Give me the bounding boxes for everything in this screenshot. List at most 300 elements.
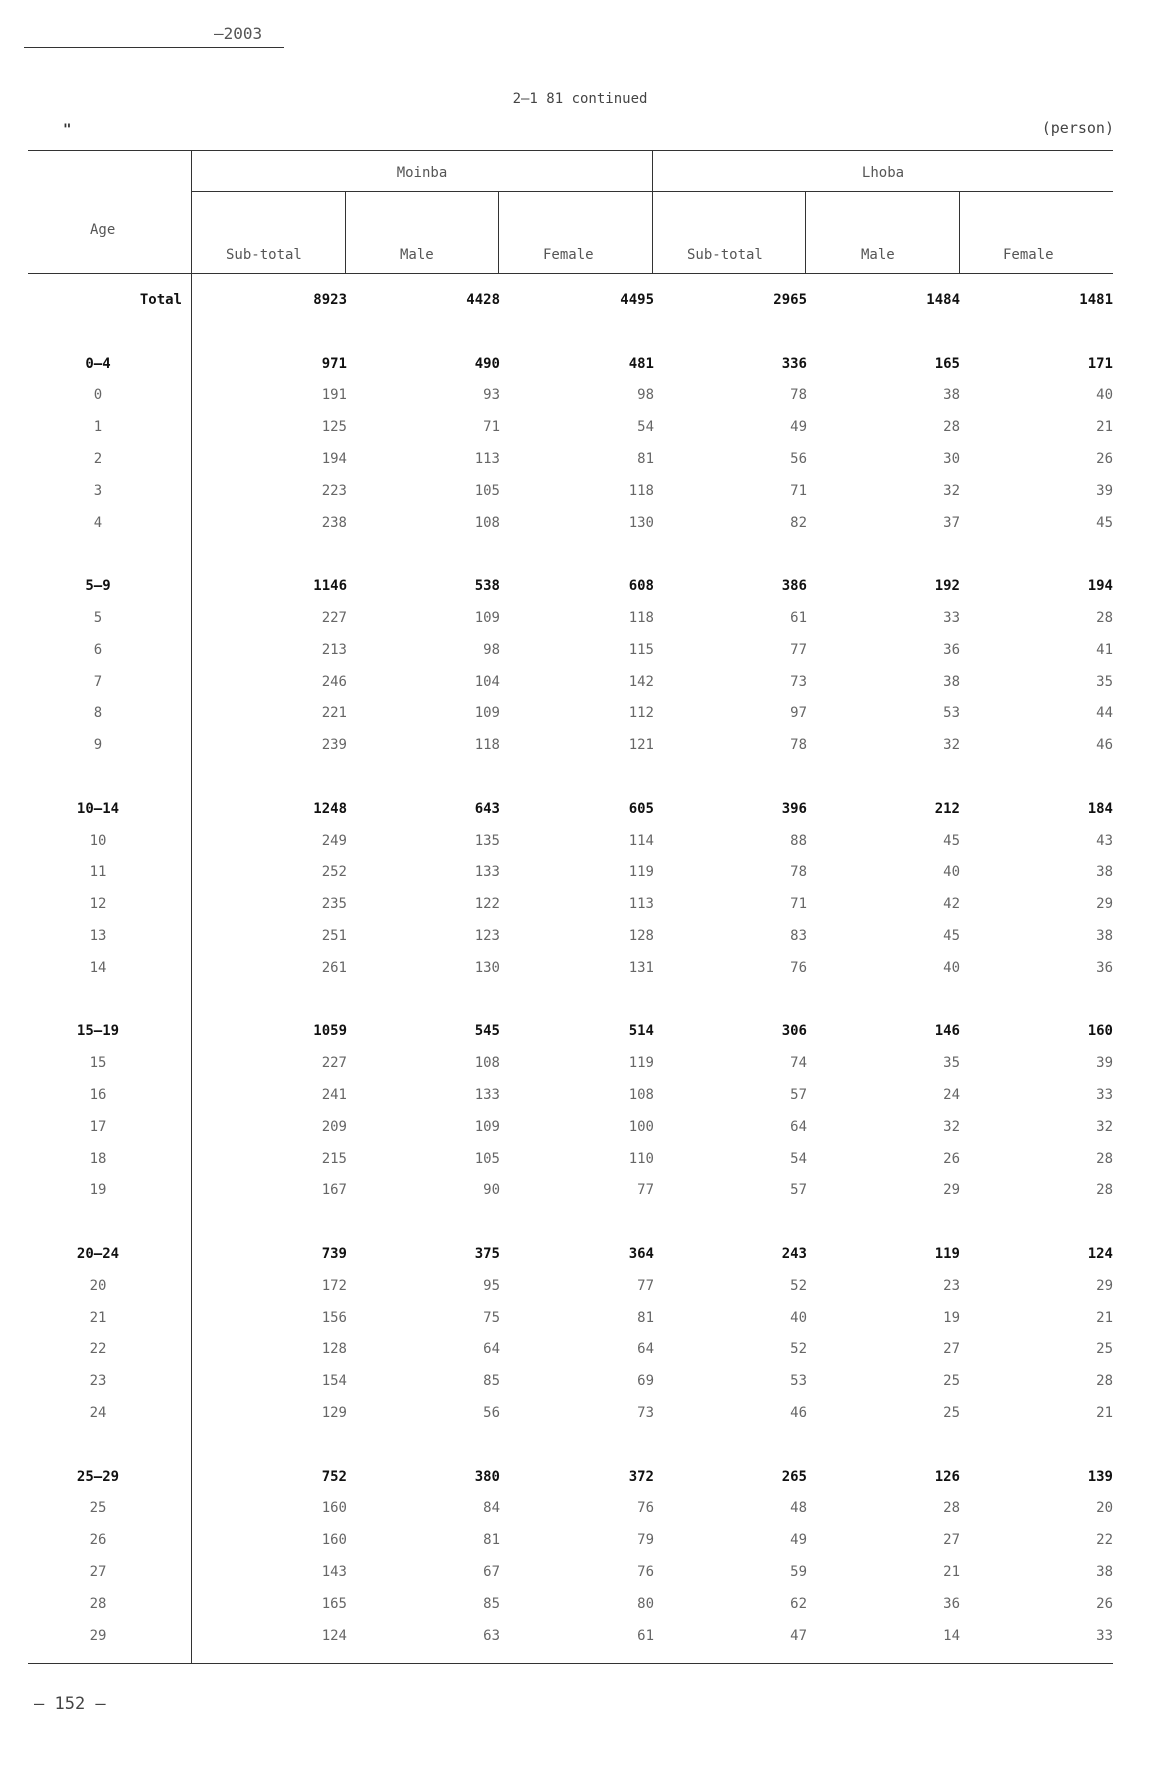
value-cell: 227 xyxy=(321,610,347,626)
value-cell: 154 xyxy=(321,1373,347,1389)
value-cell: 19 xyxy=(943,1310,960,1326)
value-cell: 246 xyxy=(321,674,347,690)
age-cell: 15 xyxy=(89,1055,107,1071)
subcol-divider xyxy=(959,191,960,273)
value-cell: 605 xyxy=(628,801,654,817)
value-cell: 61 xyxy=(637,1628,654,1644)
value-cell: 49 xyxy=(790,419,807,435)
subcol-divider xyxy=(498,191,499,273)
subcol-header: Sub-total xyxy=(226,247,302,263)
age-cell: 24 xyxy=(89,1405,107,1421)
age-cell: 19 xyxy=(89,1182,107,1198)
value-cell: 118 xyxy=(628,610,654,626)
table-row xyxy=(28,928,1113,952)
value-cell: 73 xyxy=(637,1405,654,1421)
table-row xyxy=(28,1087,1113,1111)
group-header-moinba: Moinba xyxy=(396,165,448,181)
value-cell: 109 xyxy=(474,705,500,721)
value-cell: 37 xyxy=(943,515,960,531)
year-header: —2003 xyxy=(214,24,263,43)
value-cell: 105 xyxy=(474,483,500,499)
value-cell: 112 xyxy=(628,705,654,721)
value-cell: 235 xyxy=(321,896,347,912)
value-cell: 119 xyxy=(628,864,654,880)
value-cell: 59 xyxy=(790,1564,807,1580)
value-cell: 133 xyxy=(474,1087,500,1103)
value-cell: 40 xyxy=(1096,387,1113,403)
age-cell: 22 xyxy=(89,1341,107,1357)
value-cell: 41 xyxy=(1096,642,1113,658)
value-cell: 26 xyxy=(1096,451,1113,467)
value-cell: 46 xyxy=(1096,737,1113,753)
value-cell: 77 xyxy=(790,642,807,658)
table-row xyxy=(28,1055,1113,1079)
age-group-row xyxy=(28,578,1113,602)
age-cell: 20 xyxy=(89,1278,107,1294)
value-cell: 69 xyxy=(637,1373,654,1389)
value-cell: 167 xyxy=(321,1182,347,1198)
value-cell: 14 xyxy=(943,1628,960,1644)
value-cell: 28 xyxy=(1096,1151,1113,1167)
value-cell: 38 xyxy=(1096,928,1113,944)
value-cell: 251 xyxy=(321,928,347,944)
value-cell: 75 xyxy=(483,1310,500,1326)
value-cell: 28 xyxy=(943,419,960,435)
value-cell: 45 xyxy=(943,928,960,944)
age-cell: 6 xyxy=(93,642,103,658)
age-cell: 17 xyxy=(89,1119,107,1135)
value-cell: 194 xyxy=(321,451,347,467)
value-cell: 1484 xyxy=(926,292,960,308)
value-cell: 56 xyxy=(483,1405,500,1421)
value-cell: 172 xyxy=(321,1278,347,1294)
value-cell: 36 xyxy=(943,1596,960,1612)
value-cell: 1248 xyxy=(313,801,347,817)
value-cell: 108 xyxy=(474,1055,500,1071)
value-cell: 80 xyxy=(637,1596,654,1612)
age-cell: Total xyxy=(139,292,182,308)
value-cell: 64 xyxy=(637,1341,654,1357)
value-cell: 8923 xyxy=(313,292,347,308)
value-cell: 25 xyxy=(1096,1341,1113,1357)
value-cell: 40 xyxy=(943,864,960,880)
value-cell: 21 xyxy=(943,1564,960,1580)
value-cell: 84 xyxy=(483,1500,500,1516)
value-cell: 52 xyxy=(790,1278,807,1294)
value-cell: 98 xyxy=(637,387,654,403)
value-cell: 396 xyxy=(781,801,807,817)
value-cell: 40 xyxy=(943,960,960,976)
value-cell: 109 xyxy=(474,610,500,626)
age-cell: 14 xyxy=(89,960,107,976)
age-group-row xyxy=(28,356,1113,380)
value-cell: 93 xyxy=(483,387,500,403)
age-cell: 26 xyxy=(89,1532,107,1548)
value-cell: 212 xyxy=(934,801,960,817)
value-cell: 121 xyxy=(628,737,654,753)
value-cell: 38 xyxy=(1096,1564,1113,1580)
value-cell: 28 xyxy=(943,1500,960,1516)
age-cell: 2 xyxy=(93,451,103,467)
value-cell: 209 xyxy=(321,1119,347,1135)
value-cell: 538 xyxy=(474,578,500,594)
value-cell: 160 xyxy=(321,1500,347,1516)
age-cell: 18 xyxy=(89,1151,107,1167)
value-cell: 67 xyxy=(483,1564,500,1580)
left-mark: " xyxy=(63,122,72,138)
table-row xyxy=(28,1628,1113,1652)
value-cell: 160 xyxy=(1087,1023,1113,1039)
value-cell: 227 xyxy=(321,1055,347,1071)
value-cell: 29 xyxy=(943,1182,960,1198)
value-cell: 45 xyxy=(1096,515,1113,531)
value-cell: 28 xyxy=(1096,1373,1113,1389)
value-cell: 85 xyxy=(483,1596,500,1612)
value-cell: 26 xyxy=(1096,1596,1113,1612)
value-cell: 54 xyxy=(637,419,654,435)
subcol-header: Female xyxy=(543,247,594,263)
value-cell: 191 xyxy=(321,387,347,403)
age-cell: 8 xyxy=(93,705,103,721)
table-row xyxy=(28,1151,1113,1175)
value-cell: 27 xyxy=(943,1341,960,1357)
value-cell: 215 xyxy=(321,1151,347,1167)
total-row xyxy=(28,292,1113,316)
value-cell: 81 xyxy=(637,1310,654,1326)
value-cell: 108 xyxy=(628,1087,654,1103)
value-cell: 90 xyxy=(483,1182,500,1198)
value-cell: 32 xyxy=(943,483,960,499)
value-cell: 118 xyxy=(474,737,500,753)
value-cell: 184 xyxy=(1087,801,1113,817)
value-cell: 241 xyxy=(321,1087,347,1103)
value-cell: 49 xyxy=(790,1532,807,1548)
value-cell: 27 xyxy=(943,1532,960,1548)
value-cell: 125 xyxy=(321,419,347,435)
value-cell: 123 xyxy=(474,928,500,944)
value-cell: 105 xyxy=(474,1151,500,1167)
table-row xyxy=(28,387,1113,411)
value-cell: 146 xyxy=(934,1023,960,1039)
value-cell: 32 xyxy=(943,1119,960,1135)
value-cell: 53 xyxy=(943,705,960,721)
value-cell: 52 xyxy=(790,1341,807,1357)
age-cell: 12 xyxy=(89,896,107,912)
age-cell: 10 xyxy=(89,833,107,849)
age-cell: 7 xyxy=(93,674,103,690)
value-cell: 739 xyxy=(321,1246,347,1262)
value-cell: 81 xyxy=(483,1532,500,1548)
value-cell: 78 xyxy=(790,737,807,753)
value-cell: 64 xyxy=(790,1119,807,1135)
value-cell: 62 xyxy=(790,1596,807,1612)
age-cell: 5—9 xyxy=(85,578,111,594)
value-cell: 131 xyxy=(628,960,654,976)
age-cell: 28 xyxy=(89,1596,107,1612)
age-cell: 29 xyxy=(89,1628,107,1644)
value-cell: 128 xyxy=(628,928,654,944)
value-cell: 45 xyxy=(943,833,960,849)
value-cell: 32 xyxy=(943,737,960,753)
age-cell: 5 xyxy=(93,610,103,626)
value-cell: 139 xyxy=(1087,1469,1113,1485)
age-cell: 23 xyxy=(89,1373,107,1389)
age-cell: 4 xyxy=(93,515,103,531)
value-cell: 306 xyxy=(781,1023,807,1039)
table-row xyxy=(28,1532,1113,1556)
value-cell: 82 xyxy=(790,515,807,531)
age-cell: 27 xyxy=(89,1564,107,1580)
table-row xyxy=(28,451,1113,475)
value-cell: 156 xyxy=(321,1310,347,1326)
value-cell: 608 xyxy=(628,578,654,594)
value-cell: 386 xyxy=(781,578,807,594)
value-cell: 28 xyxy=(1096,610,1113,626)
value-cell: 39 xyxy=(1096,1055,1113,1071)
value-cell: 85 xyxy=(483,1373,500,1389)
value-cell: 490 xyxy=(474,356,500,372)
table-row xyxy=(28,515,1113,539)
age-cell: 9 xyxy=(93,737,103,753)
value-cell: 122 xyxy=(474,896,500,912)
value-cell: 113 xyxy=(628,896,654,912)
value-cell: 44 xyxy=(1096,705,1113,721)
value-cell: 47 xyxy=(790,1628,807,1644)
value-cell: 4495 xyxy=(620,292,654,308)
value-cell: 143 xyxy=(321,1564,347,1580)
value-cell: 165 xyxy=(934,356,960,372)
value-cell: 192 xyxy=(934,578,960,594)
value-cell: 243 xyxy=(781,1246,807,1262)
value-cell: 29 xyxy=(1096,1278,1113,1294)
value-cell: 83 xyxy=(790,928,807,944)
table-row xyxy=(28,864,1113,888)
value-cell: 24 xyxy=(943,1087,960,1103)
subcol-divider xyxy=(805,191,806,273)
age-group-row xyxy=(28,1469,1113,1493)
value-cell: 77 xyxy=(637,1182,654,1198)
value-cell: 38 xyxy=(943,674,960,690)
value-cell: 514 xyxy=(628,1023,654,1039)
value-cell: 36 xyxy=(1096,960,1113,976)
table-row xyxy=(28,833,1113,857)
value-cell: 78 xyxy=(790,864,807,880)
value-cell: 25 xyxy=(943,1405,960,1421)
value-cell: 78 xyxy=(790,387,807,403)
value-cell: 130 xyxy=(628,515,654,531)
value-cell: 53 xyxy=(790,1373,807,1389)
value-cell: 21 xyxy=(1096,1310,1113,1326)
table-row xyxy=(28,1564,1113,1588)
value-cell: 71 xyxy=(790,483,807,499)
value-cell: 135 xyxy=(474,833,500,849)
age-cell: 11 xyxy=(89,864,107,880)
value-cell: 129 xyxy=(321,1405,347,1421)
value-cell: 119 xyxy=(934,1246,960,1262)
page-number: — 152 — xyxy=(34,1694,106,1714)
value-cell: 124 xyxy=(1087,1246,1113,1262)
value-cell: 124 xyxy=(321,1628,347,1644)
age-header: Age xyxy=(90,222,116,238)
table-row xyxy=(28,1405,1113,1429)
value-cell: 223 xyxy=(321,483,347,499)
table-row xyxy=(28,737,1113,761)
value-cell: 57 xyxy=(790,1087,807,1103)
value-cell: 4428 xyxy=(466,292,500,308)
value-cell: 109 xyxy=(474,1119,500,1135)
header-rule xyxy=(24,47,284,48)
value-cell: 100 xyxy=(628,1119,654,1135)
value-cell: 249 xyxy=(321,833,347,849)
value-cell: 32 xyxy=(1096,1119,1113,1135)
age-cell: 1 xyxy=(93,419,103,435)
value-cell: 364 xyxy=(628,1246,654,1262)
value-cell: 36 xyxy=(943,642,960,658)
subcol-header: Sub-total xyxy=(687,247,763,263)
value-cell: 22 xyxy=(1096,1532,1113,1548)
value-cell: 25 xyxy=(943,1373,960,1389)
age-group-row xyxy=(28,801,1113,825)
age-cell: 25 xyxy=(89,1500,107,1516)
age-cell: 13 xyxy=(89,928,107,944)
table-row xyxy=(28,483,1113,507)
value-cell: 38 xyxy=(1096,864,1113,880)
value-cell: 63 xyxy=(483,1628,500,1644)
table-row xyxy=(28,705,1113,729)
age-cell: 3 xyxy=(93,483,103,499)
value-cell: 380 xyxy=(474,1469,500,1485)
table-row xyxy=(28,610,1113,634)
value-cell: 2965 xyxy=(773,292,807,308)
value-cell: 33 xyxy=(1096,1628,1113,1644)
value-cell: 252 xyxy=(321,864,347,880)
value-cell: 265 xyxy=(781,1469,807,1485)
table-row xyxy=(28,642,1113,666)
value-cell: 88 xyxy=(790,833,807,849)
value-cell: 76 xyxy=(790,960,807,976)
value-cell: 35 xyxy=(1096,674,1113,690)
value-cell: 40 xyxy=(790,1310,807,1326)
table-row xyxy=(28,1182,1113,1206)
value-cell: 95 xyxy=(483,1278,500,1294)
value-cell: 35 xyxy=(943,1055,960,1071)
age-cell: 20—24 xyxy=(76,1246,120,1262)
age-cell: 16 xyxy=(89,1087,107,1103)
table-row xyxy=(28,896,1113,920)
value-cell: 213 xyxy=(321,642,347,658)
value-cell: 76 xyxy=(637,1564,654,1580)
unit-label: (person) xyxy=(1041,119,1114,137)
value-cell: 30 xyxy=(943,451,960,467)
age-group-row xyxy=(28,1023,1113,1047)
table-row xyxy=(28,674,1113,698)
value-cell: 20 xyxy=(1096,1500,1113,1516)
value-cell: 239 xyxy=(321,737,347,753)
value-cell: 21 xyxy=(1096,419,1113,435)
value-cell: 76 xyxy=(637,1500,654,1516)
value-cell: 29 xyxy=(1096,896,1113,912)
value-cell: 126 xyxy=(934,1469,960,1485)
value-cell: 130 xyxy=(474,960,500,976)
subcol-divider xyxy=(345,191,346,273)
value-cell: 33 xyxy=(1096,1087,1113,1103)
value-cell: 97 xyxy=(790,705,807,721)
value-cell: 171 xyxy=(1087,356,1113,372)
table-row xyxy=(28,419,1113,443)
age-cell: 10—14 xyxy=(76,801,120,817)
value-cell: 113 xyxy=(474,451,500,467)
value-cell: 1481 xyxy=(1079,292,1113,308)
group-header-lhoba: Lhoba xyxy=(861,165,905,181)
value-cell: 752 xyxy=(321,1469,347,1485)
age-group-row xyxy=(28,1246,1113,1270)
value-cell: 375 xyxy=(474,1246,500,1262)
value-cell: 26 xyxy=(943,1151,960,1167)
value-cell: 128 xyxy=(321,1341,347,1357)
age-cell: 0—4 xyxy=(85,356,111,372)
age-cell: 25—29 xyxy=(76,1469,120,1485)
value-cell: 38 xyxy=(943,387,960,403)
value-cell: 61 xyxy=(790,610,807,626)
value-cell: 160 xyxy=(321,1532,347,1548)
value-cell: 73 xyxy=(790,674,807,690)
value-cell: 165 xyxy=(321,1596,347,1612)
value-cell: 79 xyxy=(637,1532,654,1548)
value-cell: 39 xyxy=(1096,483,1113,499)
value-cell: 42 xyxy=(943,896,960,912)
value-cell: 118 xyxy=(628,483,654,499)
value-cell: 221 xyxy=(321,705,347,721)
value-cell: 21 xyxy=(1096,1405,1113,1421)
value-cell: 71 xyxy=(483,419,500,435)
value-cell: 108 xyxy=(474,515,500,531)
age-cell: 21 xyxy=(89,1310,107,1326)
value-cell: 64 xyxy=(483,1341,500,1357)
value-cell: 74 xyxy=(790,1055,807,1071)
value-cell: 57 xyxy=(790,1182,807,1198)
subcol-header: Male xyxy=(400,247,434,263)
value-cell: 238 xyxy=(321,515,347,531)
value-cell: 1146 xyxy=(313,578,347,594)
table-row xyxy=(28,1310,1113,1334)
value-cell: 261 xyxy=(321,960,347,976)
value-cell: 1059 xyxy=(313,1023,347,1039)
value-cell: 114 xyxy=(628,833,654,849)
value-cell: 71 xyxy=(790,896,807,912)
table-caption: 2—1 81 continued xyxy=(512,91,648,107)
table-row xyxy=(28,1278,1113,1302)
value-cell: 481 xyxy=(628,356,654,372)
value-cell: 77 xyxy=(637,1278,654,1294)
value-cell: 98 xyxy=(483,642,500,658)
table-row xyxy=(28,1500,1113,1524)
value-cell: 104 xyxy=(474,674,500,690)
value-cell: 46 xyxy=(790,1405,807,1421)
value-cell: 194 xyxy=(1087,578,1113,594)
table-row xyxy=(28,960,1113,984)
value-cell: 115 xyxy=(628,642,654,658)
value-cell: 372 xyxy=(628,1469,654,1485)
value-cell: 81 xyxy=(637,451,654,467)
subcol-header: Female xyxy=(1003,247,1054,263)
value-cell: 54 xyxy=(790,1151,807,1167)
value-cell: 48 xyxy=(790,1500,807,1516)
value-cell: 28 xyxy=(1096,1182,1113,1198)
value-cell: 33 xyxy=(943,610,960,626)
value-cell: 336 xyxy=(781,356,807,372)
value-cell: 56 xyxy=(790,451,807,467)
table-row xyxy=(28,1341,1113,1365)
